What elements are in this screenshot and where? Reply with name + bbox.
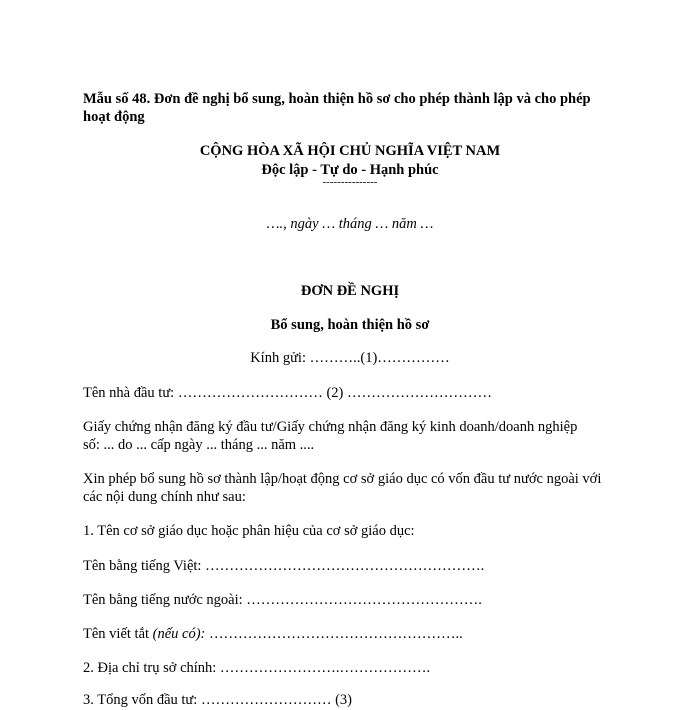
investor-name-line: Tên nhà đầu tư: ………………………… (2) ………………………… bbox=[83, 385, 492, 401]
request-line-2: các nội dung chính như sau: bbox=[83, 489, 246, 505]
form-title-line-2: hoạt động bbox=[83, 109, 145, 125]
date-line: …., ngày … tháng … năm … bbox=[266, 216, 434, 232]
request-line-1: Xin phép bổ sung hồ sơ thành lập/hoạt động cơ sở giáo dục có vốn đầu tư nước ngoài với bbox=[83, 471, 602, 487]
certificate-line-1: Giấy chứng nhận đăng ký đầu tư/Giấy chứng nhận đăng ký kinh doanh/doanh nghiệp bbox=[83, 419, 578, 435]
foreign-name-line: Tên bằng tiếng nước ngoài: …………………………………………. bbox=[83, 592, 482, 608]
vietnamese-name-line: Tên bằng tiếng Việt: …………………………………………………. bbox=[83, 558, 485, 574]
form-title-line-1: Mẫu số 48. Đơn đề nghị bổ sung, hoàn thiện hồ sơ cho phép thành lập và cho phép bbox=[83, 91, 591, 107]
certificate-line-2: số: ... do ... cấp ngày ... tháng ... năm .... bbox=[83, 437, 315, 453]
abbreviation-line bbox=[83, 624, 623, 644]
national-motto: Độc lập - Tự do - Hạnh phúc bbox=[261, 162, 439, 178]
document-subtitle: Bổ sung, hoàn thiện hồ sơ bbox=[270, 317, 430, 333]
header-divider: --------------- bbox=[322, 176, 378, 188]
item-1-heading: 1. Tên cơ sở giáo dục hoặc phân hiệu của cơ sở giáo dục: bbox=[83, 523, 415, 539]
abbreviation-label: Tên viết tắt bbox=[83, 626, 153, 642]
item-2-address-line: 2. Địa chỉ trụ sở chính: …………………….………………. bbox=[83, 660, 431, 676]
addressee-line: Kính gửi: ………..(1)…………… bbox=[250, 350, 450, 366]
country-name: CỘNG HÒA XÃ HỘI CHỦ NGHĨA VIỆT NAM bbox=[199, 143, 501, 159]
item-3-capital-line: 3. Tổng vốn đầu tư: ……………………… (3) bbox=[83, 692, 352, 708]
document-title: ĐƠN ĐỀ NGHỊ bbox=[300, 283, 400, 299]
abbreviation-note: (nếu có): bbox=[152, 626, 206, 642]
abbreviation-dots: …………………………………………….. bbox=[205, 626, 463, 642]
